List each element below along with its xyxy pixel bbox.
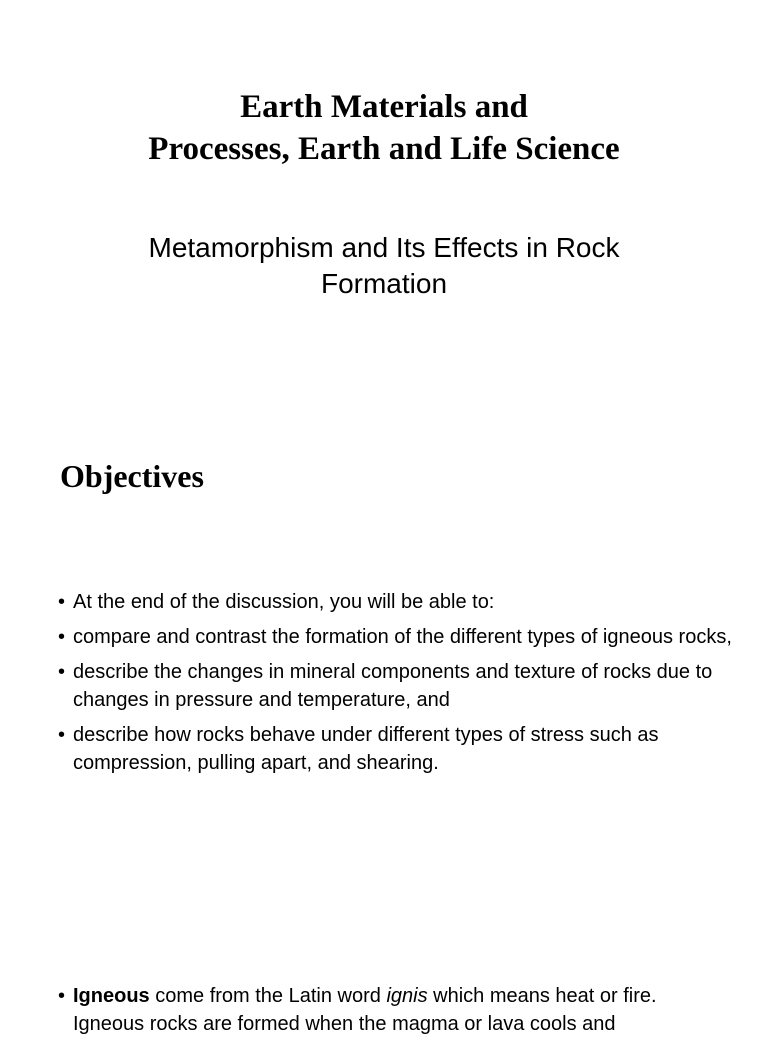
bullet-icon: • xyxy=(58,985,66,1007)
objective-text: At the end of the discussion, you will be able to: xyxy=(73,591,495,613)
subtitle-line-2: Formation xyxy=(320,268,448,299)
objectives-heading: Objectives xyxy=(60,458,204,494)
main-title-line-2: Processes, Earth and Life Science xyxy=(148,131,620,167)
objective-item xyxy=(58,658,738,714)
latin-word: ignis xyxy=(386,985,428,1007)
bullet-icon: • xyxy=(58,661,66,683)
objective-text: describe the changes in mineral components and texture of rocks due to changes in pressure and temperature, and xyxy=(73,661,713,711)
bullet-icon: • xyxy=(58,591,66,613)
objective-item xyxy=(58,623,738,651)
objectives-list xyxy=(58,588,738,784)
igneous-slide xyxy=(0,980,768,1040)
igneous-list xyxy=(58,982,738,1038)
igneous-text-line-2: Igneous rocks are formed when the magma or lava cools and xyxy=(73,1013,616,1035)
igneous-text-after-latin: which means heat or fire. xyxy=(427,985,657,1007)
objective-text: describe how rocks behave under different types of stress such as compression, pulling apart, and shearing. xyxy=(73,724,659,774)
bullet-icon: • xyxy=(58,724,66,746)
objectives-slide xyxy=(0,430,768,910)
main-title xyxy=(40,86,728,170)
objective-item xyxy=(58,721,738,777)
subtitle-line-1: Metamorphism and Its Effects in Rock xyxy=(148,232,620,263)
igneous-text-before-latin: come from the Latin word xyxy=(149,985,387,1007)
objective-text: compare and contrast the formation of the different types of igneous rocks, xyxy=(73,626,732,648)
igneous-definition-item xyxy=(58,982,738,1038)
subtitle xyxy=(40,230,728,302)
title-slide xyxy=(0,0,768,420)
main-title-line-1: Earth Materials and xyxy=(240,89,528,125)
igneous-term: Igneous xyxy=(73,985,150,1007)
bullet-icon: • xyxy=(58,626,66,648)
objective-item xyxy=(58,588,738,616)
